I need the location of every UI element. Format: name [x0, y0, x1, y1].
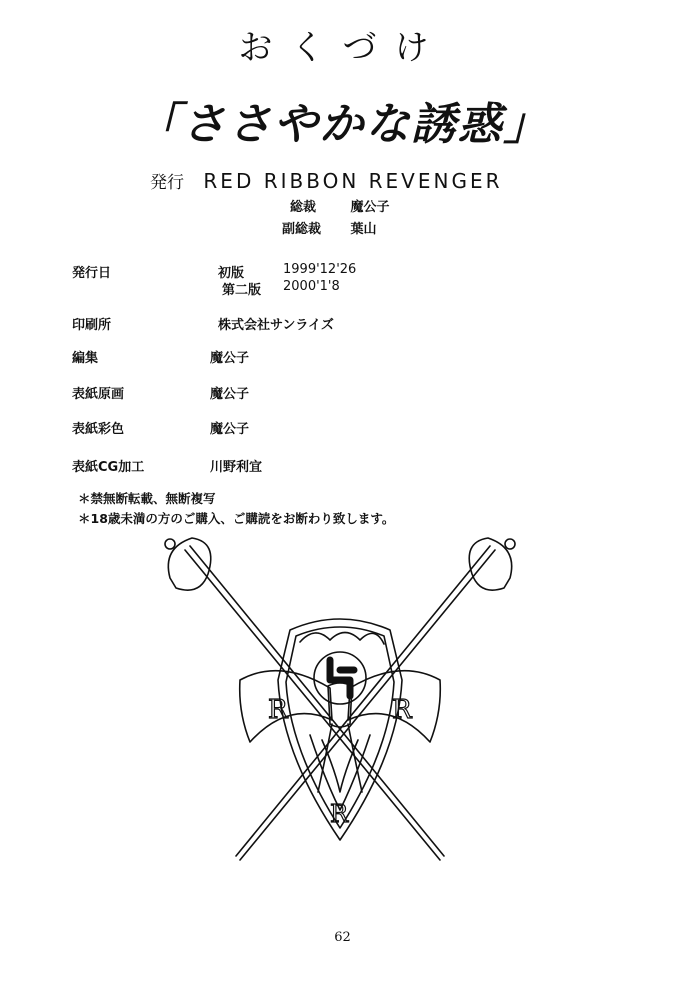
cover-color-label: 表紙彩色 [72, 422, 125, 437]
cover-cg-value: 川野利宜 [210, 460, 263, 475]
page-heading: おくづけ [238, 28, 447, 68]
publisher-line [150, 168, 503, 193]
emblem-letter-right: R [392, 695, 412, 725]
emblem-letter-bottom: R [330, 800, 349, 828]
emblem-letter-left: R [268, 695, 288, 725]
note-age-restriction: ＊18歳未満の方のご購入、ご購読をお断わり致します。 [78, 511, 395, 526]
staff-role: 総裁 [290, 200, 317, 215]
staff-president [290, 196, 390, 215]
publisher-name: RED RIBBON REVENGER [203, 169, 503, 193]
staff-name: 魔公子 [350, 200, 390, 215]
cover-color-value: 魔公子 [210, 422, 250, 437]
book-title: 「ささやかな誘惑」 [135, 99, 550, 150]
staff-role: 副総裁 [282, 222, 322, 237]
cover-art-value: 魔公子 [210, 387, 250, 402]
first-edition-label: 初版 [218, 266, 245, 281]
staff-vice-president [282, 218, 377, 237]
cover-cg-label: 表紙CG加工 [72, 460, 145, 475]
issue-date-label: 発行日 [72, 266, 112, 281]
second-edition-date: 2000'1'8 [283, 279, 340, 294]
cover-art-label: 表紙原画 [72, 387, 125, 402]
printer-value: 株式会社サンライズ [218, 318, 334, 333]
publisher-label: 発行 [150, 173, 184, 193]
staff-name: 葉山 [350, 222, 377, 237]
printer-label: 印刷所 [72, 318, 112, 333]
note-no-reproduction: ＊禁無断転載、無断複写 [78, 491, 216, 506]
first-edition-date: 1999'12'26 [283, 262, 357, 277]
page-number: 62 [334, 930, 351, 945]
editor-label: 編集 [72, 351, 99, 366]
crest-with-crossed-swords-icon [140, 530, 540, 870]
editor-value: 魔公子 [210, 351, 250, 366]
second-edition-label: 第二版 [222, 283, 262, 298]
notes [78, 489, 394, 529]
